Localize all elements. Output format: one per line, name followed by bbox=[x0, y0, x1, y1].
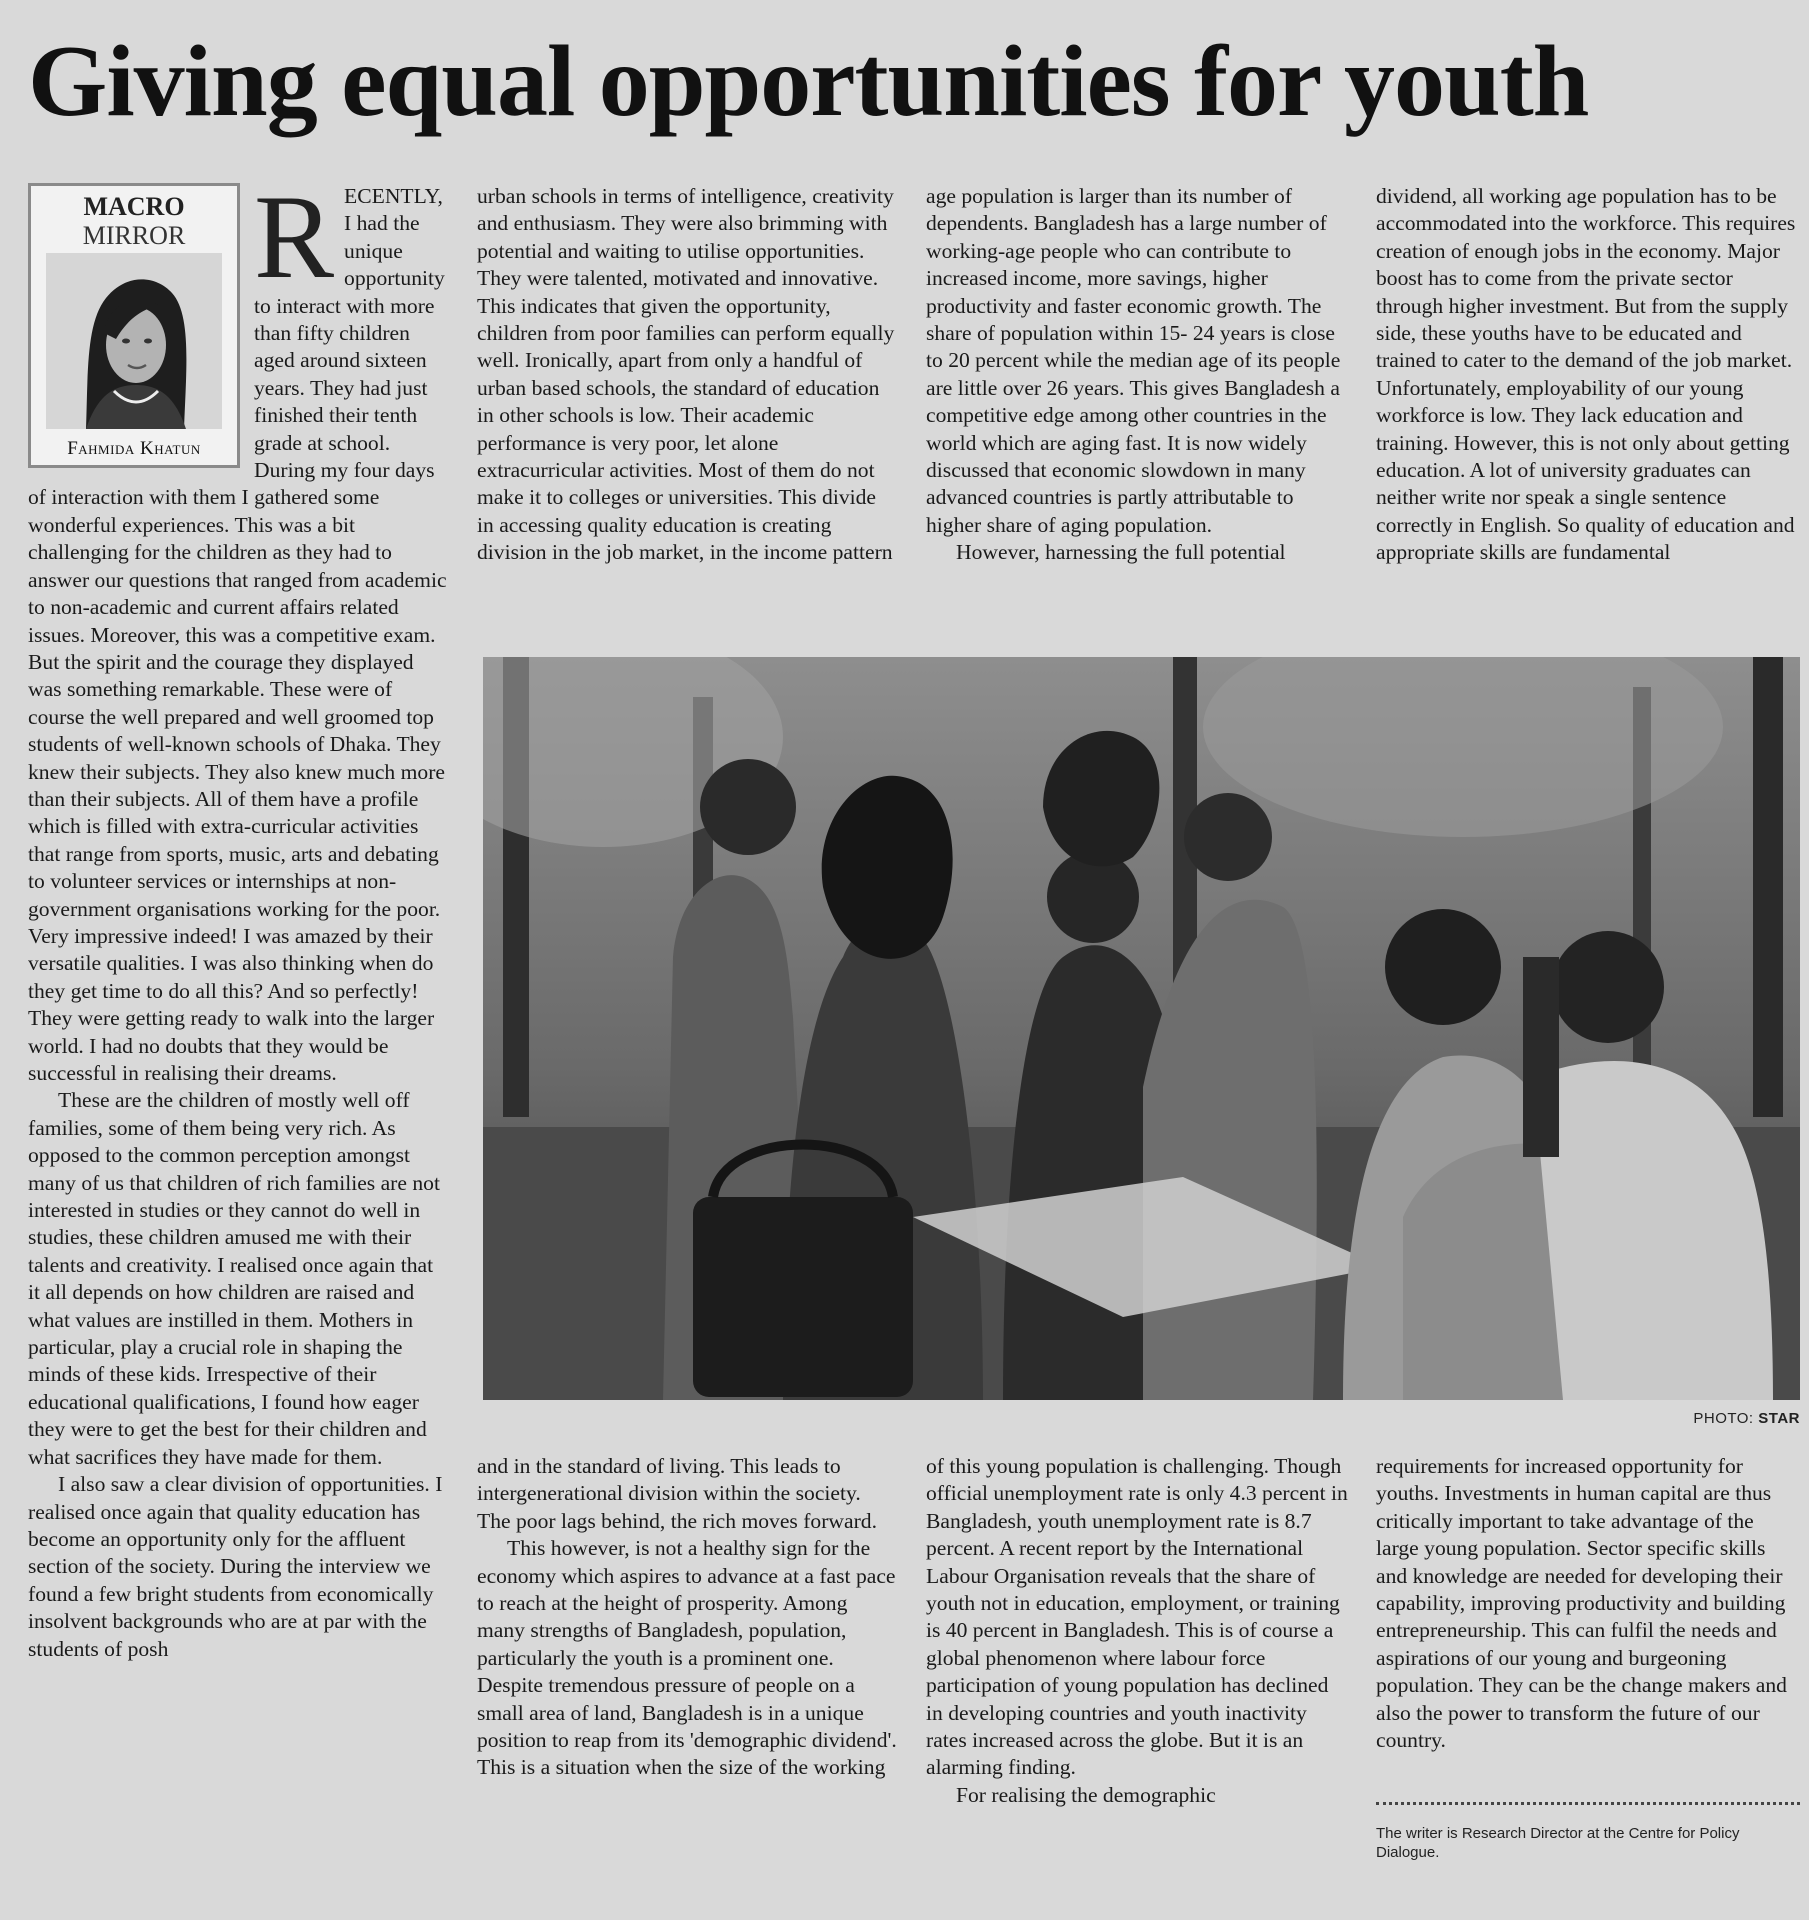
author-footnote: The writer is Research Director at the Centre for Policy Dialogue. bbox=[1376, 1825, 1740, 1861]
column-name-line1: MACRO bbox=[83, 192, 185, 221]
footnote-divider bbox=[1376, 1802, 1800, 1805]
photo-credit-label: PHOTO: bbox=[1693, 1410, 1754, 1427]
paragraph: age population is larger than its number of dependents. Bangladesh has a large number of working-age people who can contribute to increased income, more savings, higher productivity and faster economic growth. The share of population within 15- 24 years is close to 20 percent while the median age of its people are little over 26 years. This gives Bangladesh a competitive edge among other countries in the world which are aging fast. It is now widely discussed that economic slowdown in many advanced countries is partly attributable to higher share of aging population. bbox=[926, 184, 1341, 537]
paragraph: requirements for increased opportunity for youths. Investments in human capital are thus critically important to take advantage of the large young population. Sector specific skills and knowledge are needed for developing their capability, improving productivity and building entrepreneurship. This can fulfil the needs and aspirations of our young and burgeoning population. They can be the change makers and also the power to transform the future of our country. bbox=[1376, 1454, 1787, 1753]
photo-credit-source: STAR bbox=[1758, 1410, 1800, 1427]
article-column-4-bottom bbox=[1376, 1453, 1800, 1754]
article-photo bbox=[483, 657, 1800, 1400]
article-column-2-top bbox=[477, 183, 897, 567]
drop-cap: R bbox=[254, 170, 335, 303]
paragraph: However, harnessing the full potential bbox=[956, 540, 1286, 565]
author-name: Fahmida Khatun bbox=[67, 438, 201, 459]
headline: Giving equal opportunities for youth bbox=[28, 25, 1589, 138]
paragraph: urban schools in terms of intelligence, creativity and enthusiasm. They were also brimming with potential and waiting to utilise opportunities. They were talented, motivated and innovative. This indicates that given the opportunity, children from poor families can perform equally well. Ironically, apart from only a handful of urban based schools, the standard of education in other schools is low. Their academic performance is very poor, let alone extracurricular activities. Most of them do not make it to colleges or universities. This divide in accessing quality education is creating division in the job market, in the income pattern bbox=[477, 184, 895, 565]
article-column-4-top bbox=[1376, 183, 1800, 567]
paragraph: ECENTLY, I had the unique opportunity to interact with more than fifty children aged around sixteen years. They had just finished their tenth grade at school. During my four days of interaction with them I gathered some wonderful experiences. This was a bit challenging for the children as they had to answer our questions that ranged from academic to non-academic and current affairs related issues. Moreover, this was a competitive exam. But the spirit and the courage they displayed was something remarkable. These were of course the well prepared and well groomed top students of well-known schools of Dhaka. They knew their subjects. They also knew much more than their subjects. All of them have a profile which is filled with extra-curricular activities that range from sports, music, arts and debating to volunteer services or internships at non-government organisations working for the poor. Very impressive indeed! I was amazed by their versatile qualities. I was also thinking when do they get time to do all this? And so perfectly! They were getting ready to walk into the larger world. I had no doubts that they would be successful in realising their dreams. bbox=[28, 184, 447, 1085]
article-column-1 bbox=[28, 170, 448, 1663]
article-column-3-top bbox=[926, 183, 1348, 567]
article-column-3-bottom bbox=[926, 1453, 1348, 1809]
author-box bbox=[28, 183, 240, 468]
paragraph: These are the children of mostly well off families, some of them being very rich. As opposed to the common perception amongst many of us that children of rich families are not interested in studies or they cannot do well in studies, these children amused me with their talents and creativity. I realised once again that it all depends on how children are raised and what values are instilled in them. Mothers in particular, play a crucial role in shaping the minds of these kids. Irrespective of their educational qualifications, I found how eager they were to get the best for their children and what sacrifices they have made for them. bbox=[28, 1088, 440, 1469]
paragraph: I also saw a clear division of opportunities. I realised once again that quality education has become an opportunity only for the affluent section of the society. During the interview we found a few bright students from economically insolvent backgrounds who are at par with the students of posh bbox=[28, 1472, 443, 1661]
author-portrait bbox=[46, 253, 222, 429]
paragraph: For realising the demographic bbox=[956, 1782, 1216, 1807]
paragraph: dividend, all working age population has to be accommodated into the workforce. This requires creation of enough jobs in the economy. Major boost has to come from the private sector through higher investment. But from the supply side, these youths have to be educated and trained to cater to the demand of the job market. Unfortunately, employability of our young workforce is low. They lack education and training. However, this is not only about getting education. A lot of university graduates can neither write nor speak a single sentence correctly in English. So quality of education and appropriate skills are fundamental bbox=[1376, 184, 1796, 565]
paragraph: of this young population is challenging. Though official unemployment rate is only 4.3 percent in Bangladesh, youth unemployment rate is 8.7 percent. A recent report by the International Labour Organisation reveals that the share of youth not in education, employment, or training is 40 percent in Bangladesh. This is of course a global phenomenon where labour force participation of young population has declined in developing countries and youth inactivity rates increased across the globe. But it is an alarming finding. bbox=[926, 1454, 1348, 1780]
paragraph: This however, is not a healthy sign for the economy which aspires to advance at a fast pace to reach at the height of prosperity. Among many strengths of Bangladesh, population, particularly the youth is a prominent one. Despite tremendous pressure of people on a small area of land, Bangladesh is in a unique position to reap from its 'demographic dividend'. This is a situation when the size of the working bbox=[477, 1536, 897, 1780]
article-column-2-bottom bbox=[477, 1453, 897, 1782]
column-name-line2: MIRROR bbox=[82, 221, 186, 250]
photo-image bbox=[483, 657, 1800, 1400]
photo-credit bbox=[1500, 1410, 1800, 1427]
paragraph: and in the standard of living. This leads to intergenerational division within the society. The poor lags behind, the rich moves forward. bbox=[477, 1454, 877, 1533]
